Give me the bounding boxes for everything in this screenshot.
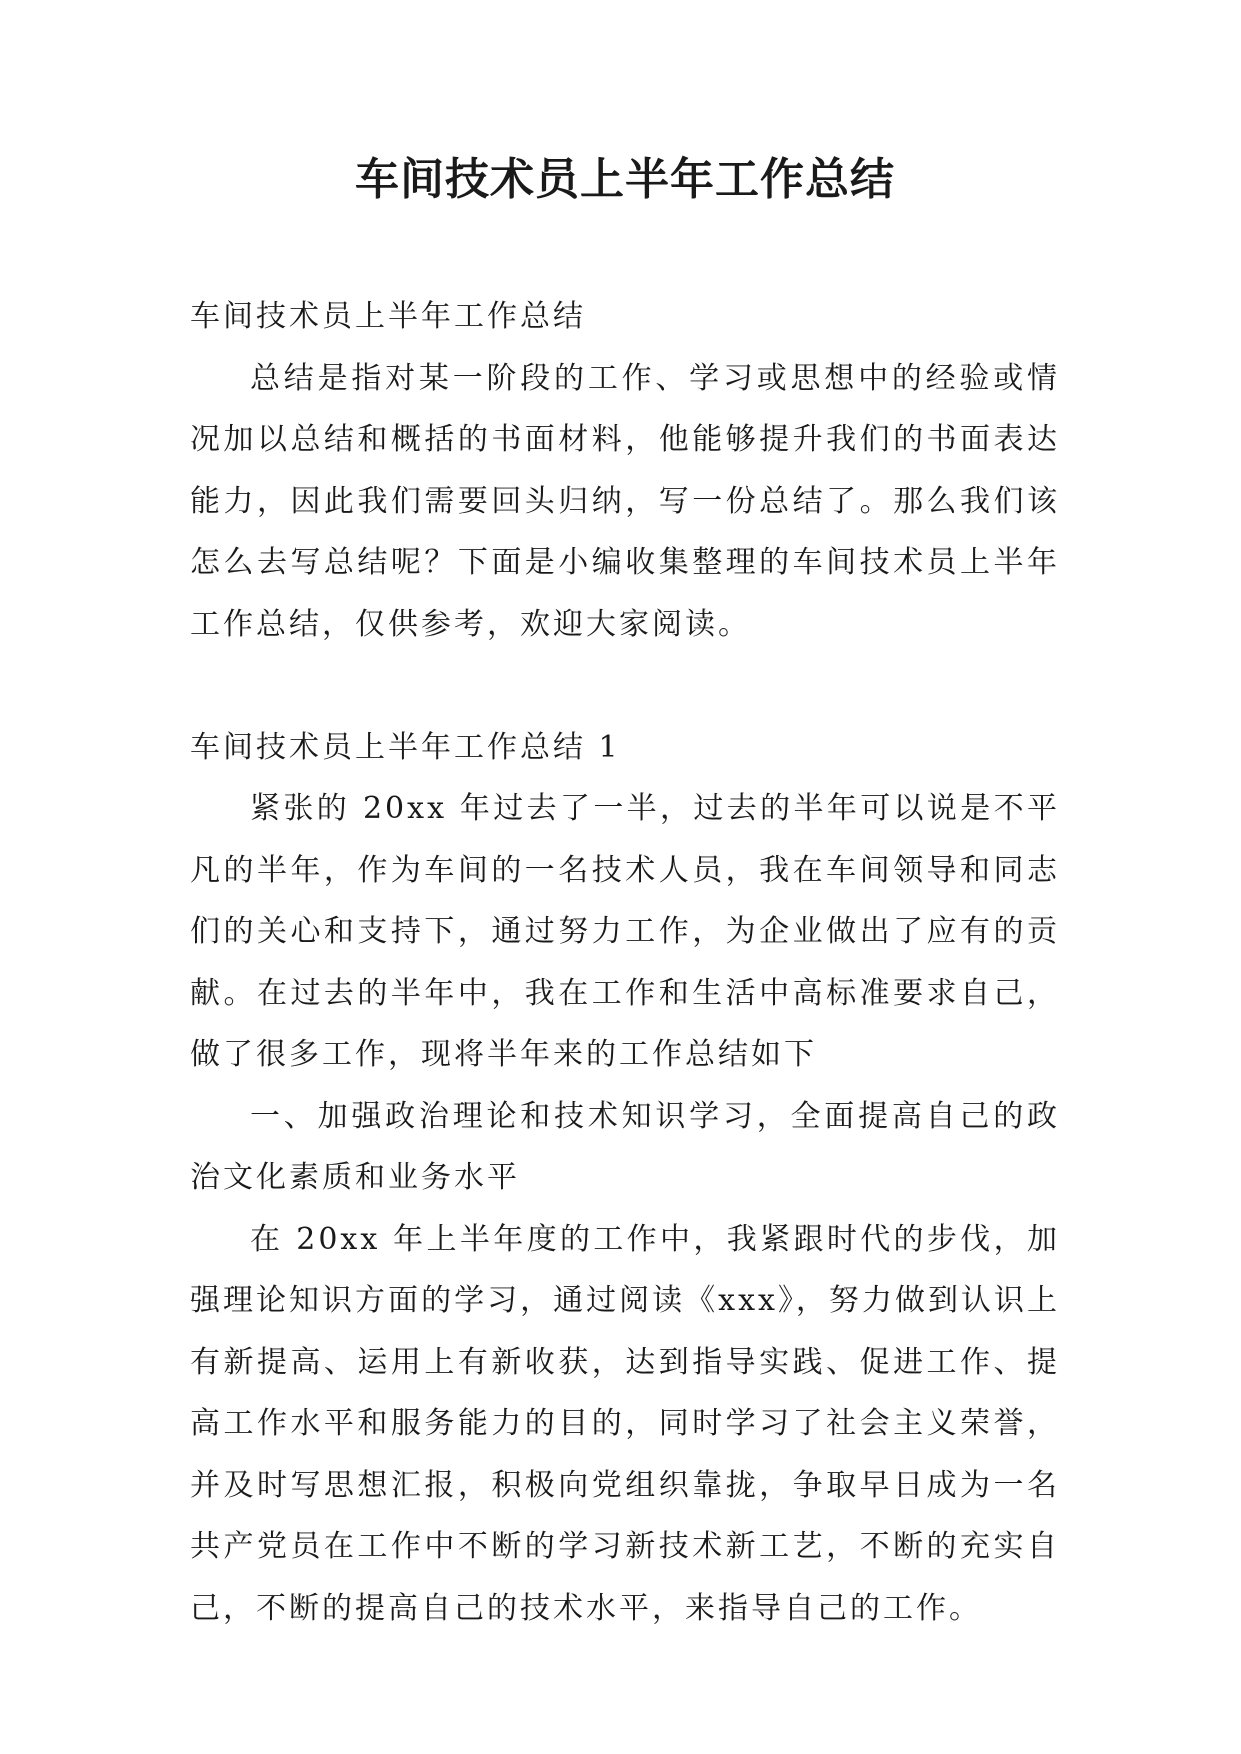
document-body (190, 286, 1060, 1639)
body-paragraph: 在 20xx 年上半年度的工作中，我紧跟时代的步伐，加强理论知识方面的学习，通过阅读《xxx》，努力做到认识上有新提高、运用上有新收获，达到指导实践、促进工作、提高工作水平和服务能力的目的，同时学习了社会主义荣誉，并及时写思想汇报，积极向党组织靠拢，争取早日成为一名共产党员在工作中不断的学习新技术新工艺，不断的充实自己，不断的提高自己的技术水平，来指导自己的工作。 (190, 1221, 1060, 1626)
body-paragraph: 紧张的 20xx 年过去了一半，过去的半年可以说是不平凡的半年，作为车间的一名技术人员，我在车间领导和同志们的关心和支持下，通过努力工作，为企业做出了应有的贡献。在过去的半年中，我在工作和生活中高标准要求自己，做了很多工作，现将半年来的工作总结如下 (190, 791, 1060, 1072)
intro-paragraph: 总结是指对某一阶段的工作、学习或思想中的经验或情况加以总结和概括的书面材料，他能够提升我们的书面表达能力，因此我们需要回头归纳，写一份总结了。那么我们该怎么去写总结呢？下面是小编收集整理的车间技术员上半年工作总结，仅供参考，欢迎大家阅读。 (190, 360, 1060, 642)
section-heading: 一、加强政治理论和技术知识学习，全面提高自己的政治文化素质和业务水平 (190, 1098, 1060, 1195)
section-title: 车间技术员上半年工作总结 1 (190, 729, 621, 765)
spacer (190, 655, 1060, 717)
subtitle: 车间技术员上半年工作总结 (190, 299, 586, 334)
document-title: 车间技术员上半年工作总结 (355, 154, 895, 205)
